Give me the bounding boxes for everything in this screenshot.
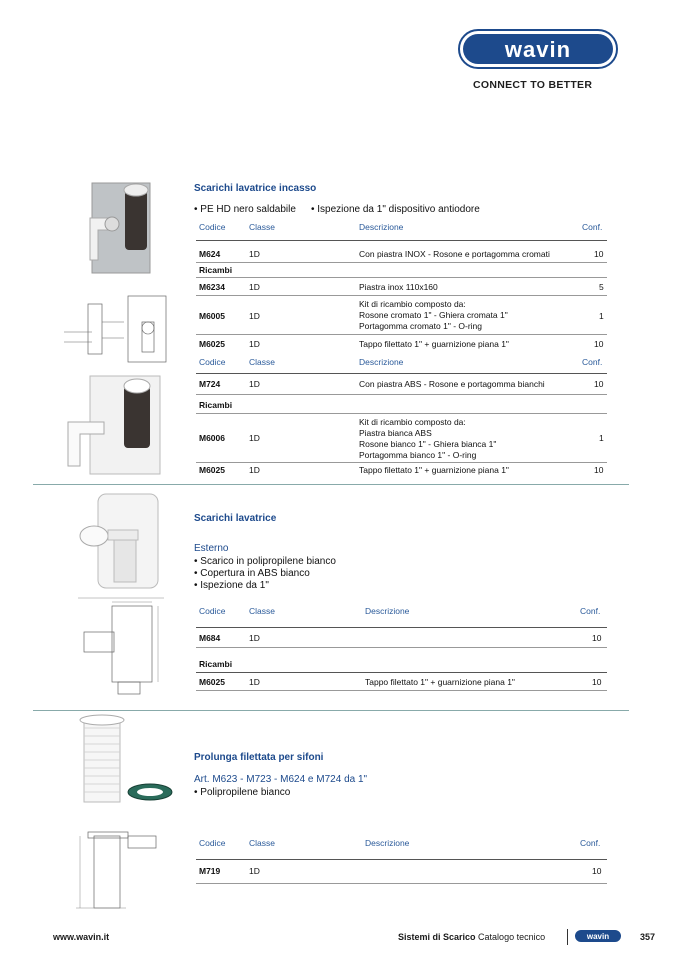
row-code: M6234 <box>199 282 225 292</box>
col-header-codice: Codice <box>199 606 226 616</box>
row-code: M719 <box>199 866 221 876</box>
row-class: 1D <box>249 677 260 687</box>
section-divider <box>33 484 629 485</box>
technical-drawing-m624 <box>58 292 170 368</box>
row-description: Con piastra ABS - Rosone e portagomma bianchi <box>359 379 545 389</box>
table-rule <box>196 883 607 884</box>
tagline: CONNECT TO BETTER <box>473 79 593 91</box>
row-class: 1D <box>249 866 260 876</box>
row-conf: 10 <box>594 379 604 389</box>
row-conf: 10 <box>594 465 604 475</box>
row-description-line: Portagomma bianco 1" - O-ring <box>359 450 477 460</box>
col-header-conf: Conf. <box>582 222 603 232</box>
row-conf: 10 <box>594 249 604 259</box>
row-code: M6025 <box>199 677 225 687</box>
page-number: 357 <box>640 932 656 942</box>
row-description: Tappo filettato 1" + guarnizione piana 1" <box>359 339 509 349</box>
row-class: 1D <box>249 249 260 259</box>
section-title: Scarichi lavatrice <box>194 513 277 524</box>
wavin-logo <box>458 29 618 69</box>
row-description-line: Rosone cromato 1" - Ghiera cromata 1" <box>359 310 508 320</box>
table-rule <box>196 413 607 414</box>
footer-title-bold: Sistemi di Scarico <box>398 932 476 942</box>
footer-divider <box>567 929 568 945</box>
technical-drawing-m719 <box>72 822 168 914</box>
row-code: M684 <box>199 633 221 643</box>
row-description: Piastra inox 110x160 <box>359 282 438 292</box>
feature-bullet: • Scarico in polipropilene bianco <box>194 556 336 567</box>
row-class: 1D <box>249 282 260 292</box>
table-rule <box>196 690 607 691</box>
row-code: M6005 <box>199 311 225 321</box>
col-header-codice: Codice <box>199 222 226 232</box>
row-conf: 10 <box>594 339 604 349</box>
row-description-line: Kit di ricambio composto da: <box>359 299 466 309</box>
table-rule <box>196 373 607 374</box>
col-header-conf: Conf. <box>580 606 601 616</box>
footer-catalog-title <box>398 932 545 942</box>
section-divider <box>33 710 629 711</box>
col-header-classe: Classe <box>249 606 275 616</box>
feature-bullet: • Copertura in ABS bianco <box>194 568 310 579</box>
row-conf: 1 <box>599 311 604 321</box>
feature-bullet: • Ispezione da 1" <box>194 580 269 591</box>
col-header-codice: Codice <box>199 838 226 848</box>
ricambi-label: Ricambi <box>199 265 233 275</box>
footer-title-rest: Catalogo tecnico <box>475 932 546 942</box>
col-header-classe: Classe <box>249 357 275 367</box>
row-code: M624 <box>199 249 221 259</box>
table-rule <box>196 277 607 278</box>
col-header-classe: Classe <box>249 222 275 232</box>
row-conf: 10 <box>592 633 602 643</box>
row-class: 1D <box>249 339 260 349</box>
table-rule <box>196 672 607 673</box>
table-rule <box>196 394 607 395</box>
ricambi-label: Ricambi <box>199 400 233 410</box>
row-description: Con piastra INOX - Rosone e portagomma cromati <box>359 249 550 259</box>
footer-wavin-logo <box>575 930 621 942</box>
row-conf: 10 <box>592 677 602 687</box>
product-image-m724 <box>60 372 172 478</box>
col-header-descrizione: Descrizione <box>359 222 404 232</box>
row-class: 1D <box>249 633 260 643</box>
row-class: 1D <box>249 465 260 475</box>
logo-wordmark: wavin <box>504 37 572 62</box>
row-description-line: Rosone bianco 1" - Ghiera bianca 1" <box>359 439 497 449</box>
ricambi-label: Ricambi <box>199 659 233 669</box>
section-title: Scarichi lavatrice incasso <box>194 183 317 194</box>
table-rule <box>196 647 607 648</box>
table-rule <box>196 627 607 628</box>
footer-url[interactable]: www.wavin.it <box>53 932 110 942</box>
row-code: M724 <box>199 379 221 389</box>
row-description-line: Kit di ricambio composto da: <box>359 417 466 427</box>
feature-bullet: • Ispezione da 1" dispositivo antiodore <box>311 204 480 215</box>
product-image-m684 <box>70 490 170 592</box>
table-rule <box>196 334 607 335</box>
row-class: 1D <box>249 433 260 443</box>
row-description: Tappo filettato 1" + guarnizione piana 1" <box>365 677 515 687</box>
col-header-conf: Conf. <box>580 838 601 848</box>
col-header-descrizione: Descrizione <box>359 357 404 367</box>
row-code: M6006 <box>199 433 225 443</box>
feature-bullet: • Polipropilene bianco <box>194 787 291 798</box>
row-description-line: Portagomma cromato 1" - O-ring <box>359 321 483 331</box>
row-conf: 1 <box>599 433 604 443</box>
col-header-conf: Conf. <box>582 357 603 367</box>
product-image-m719 <box>62 714 178 806</box>
row-conf: 10 <box>592 866 602 876</box>
col-header-classe: Classe <box>249 838 275 848</box>
row-conf: 5 <box>599 282 604 292</box>
row-class: 1D <box>249 311 260 321</box>
technical-drawing-m684 <box>68 592 170 698</box>
table-rule <box>196 295 607 296</box>
row-code: M6025 <box>199 339 225 349</box>
product-image-m624 <box>70 178 175 278</box>
table-rule <box>196 462 607 463</box>
row-description: Tappo filettato 1" + guarnizione piana 1" <box>359 465 509 475</box>
section-title: Prolunga filettata per sifoni <box>194 752 324 763</box>
row-class: 1D <box>249 379 260 389</box>
table-rule <box>196 240 607 241</box>
section-subtitle: Esterno <box>194 543 229 554</box>
table-rule <box>196 262 607 263</box>
footer-logo-wordmark: wavin <box>586 932 610 941</box>
col-header-codice: Codice <box>199 357 226 367</box>
feature-bullet: • PE HD nero saldabile <box>194 204 296 215</box>
table-rule <box>196 859 607 860</box>
col-header-descrizione: Descrizione <box>365 838 410 848</box>
row-code: M6025 <box>199 465 225 475</box>
section-subtitle: Art. M623 - M723 - M624 e M724 da 1" <box>194 774 368 785</box>
col-header-descrizione: Descrizione <box>365 606 410 616</box>
row-description-line: Piastra bianca ABS <box>359 428 432 438</box>
